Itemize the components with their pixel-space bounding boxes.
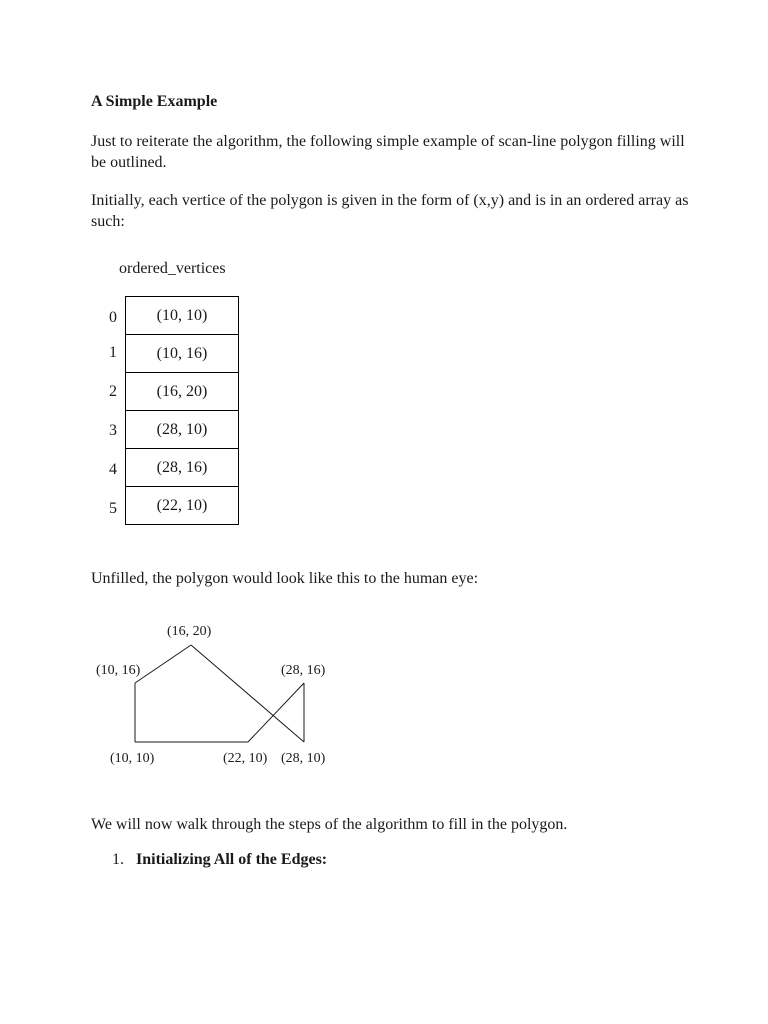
vertex-index-1: 1 bbox=[109, 344, 117, 361]
unfilled-paragraph: Unfilled, the polygon would look like this to the human eye: bbox=[91, 570, 479, 587]
polygon-edge bbox=[191, 645, 304, 742]
vertex-index-3: 3 bbox=[109, 422, 117, 439]
vertex-cell-4: (28, 16) bbox=[126, 449, 239, 487]
vertex-cell-1: (10, 16) bbox=[126, 335, 239, 373]
vertex-index-2: 2 bbox=[109, 383, 117, 400]
polygon-edge bbox=[135, 645, 191, 683]
table-row bbox=[126, 297, 239, 335]
vertex-label-10-16: (10, 16) bbox=[96, 663, 141, 678]
list-item-number: 1. bbox=[112, 851, 124, 868]
vertex-label-22-10: (22, 10) bbox=[223, 751, 268, 766]
vertex-cell-2: (16, 20) bbox=[126, 373, 239, 411]
vertex-label-28-10: (28, 10) bbox=[281, 751, 326, 766]
vertex-label-16-20: (16, 20) bbox=[167, 624, 212, 639]
vertex-table-title: ordered_vertices bbox=[119, 260, 226, 277]
vertex-label-10-10: (10, 10) bbox=[110, 751, 155, 766]
vertex-cell-3: (28, 10) bbox=[126, 411, 239, 449]
intro-paragraph: Just to reiterate the algorithm, the following simple example of scan-line polygon filling will be outlined. bbox=[91, 133, 685, 171]
polygon-edge bbox=[248, 683, 304, 742]
vertex-index-4: 4 bbox=[109, 461, 117, 478]
list-item bbox=[112, 851, 327, 869]
vertex-label-28-16: (28, 16) bbox=[281, 663, 326, 678]
table-row bbox=[126, 335, 239, 373]
vertices-intro-paragraph: Initially, each vertice of the polygon is given in the form of (x,y) and is in an ordered array as such: bbox=[91, 192, 689, 230]
list-item-text: Initializing All of the Edges: bbox=[136, 851, 328, 868]
vertex-table bbox=[125, 296, 239, 525]
table-row bbox=[126, 449, 239, 487]
polygon-figure bbox=[91, 615, 351, 775]
vertex-cell-5: (22, 10) bbox=[126, 487, 239, 525]
section-heading: A Simple Example bbox=[91, 93, 218, 110]
table-row bbox=[126, 373, 239, 411]
vertex-index-0: 0 bbox=[109, 309, 117, 326]
table-row bbox=[126, 411, 239, 449]
table-row bbox=[126, 487, 239, 525]
vertex-index-5: 5 bbox=[109, 500, 117, 517]
vertex-cell-0: (10, 10) bbox=[126, 297, 239, 335]
walkthrough-paragraph: We will now walk through the steps of the algorithm to fill in the polygon. bbox=[91, 816, 568, 833]
